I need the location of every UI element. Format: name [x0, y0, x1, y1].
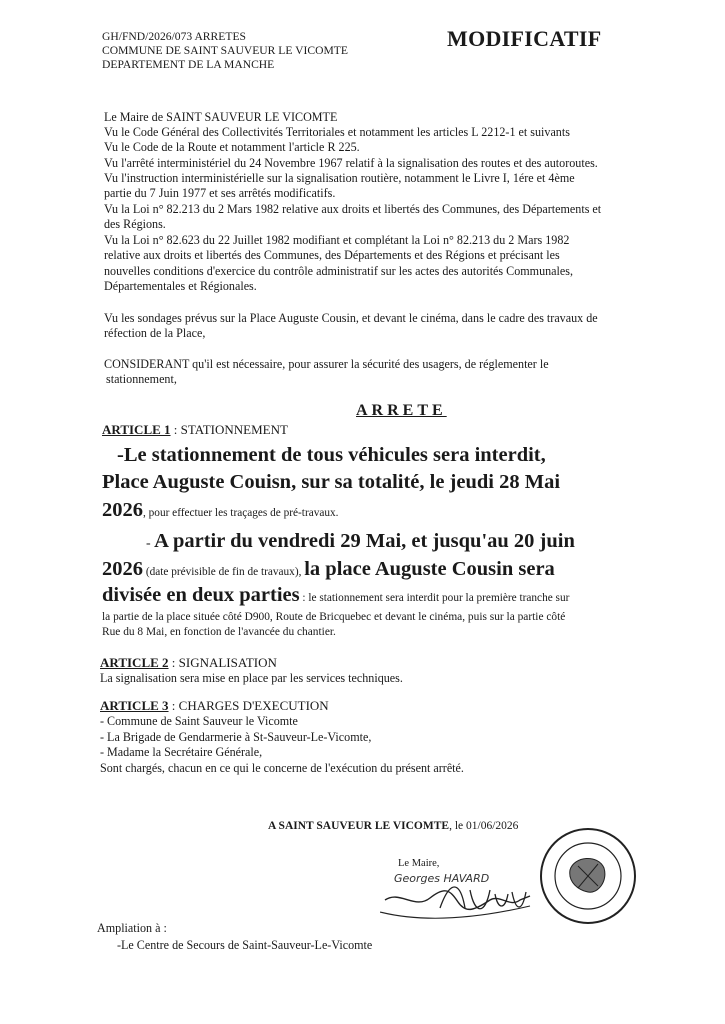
- article-3-line: - La Brigade de Gendarmerie à St-Sauveur-Le-Vicomte,: [100, 730, 372, 744]
- article-1-big-line: [102, 469, 560, 495]
- preamble-line: Vu l'instruction interministérielle sur la signalisation routière, notamment le Livre I, 1ére et 4ème: [104, 171, 575, 185]
- article-3-line: - Commune de Saint Sauveur le Vicomte: [100, 714, 298, 728]
- article-1-line-7: la partie de la place située côté D900, Route de Bricquebec et devant le cinéma, puis sur la partie côté: [102, 611, 566, 623]
- preamble-line: Départementales et Régionales.: [104, 279, 257, 293]
- preamble-line: des Régions.: [104, 217, 166, 231]
- place-text: Place Auguste Couisn, sur sa totalité: [102, 471, 420, 493]
- departement-name: DEPARTEMENT DE LA MANCHE: [102, 58, 275, 71]
- ampliation-title: Ampliation à :: [97, 921, 167, 935]
- preamble-line: Le Maire de SAINT SAUVEUR LE VICOMTE: [104, 110, 338, 124]
- dash-marker: -: [146, 536, 155, 551]
- article-1-line-6: [102, 582, 569, 608]
- article-3-line: Sont chargés, chacun en ce qui le concerne de l'exécution du présent arrêté.: [100, 761, 464, 775]
- preamble-line: partie du 7 Juin 1977 et ses arrêtés modificatifs.: [104, 186, 336, 200]
- preamble-line: relative aux droits et libertés des Communes, des Départements et des Régions et précisant les: [104, 248, 560, 262]
- mayor-role: Le Maire,: [398, 858, 440, 869]
- article-2-text: La signalisation sera mise en place par les services techniques.: [100, 671, 403, 685]
- article-1-heading: [102, 422, 288, 437]
- mairie-stamp: [538, 826, 638, 926]
- sondages-line: Vu les sondages prévus sur la Place Auguste Cousin, et devant le cinéma, dans le cadre des travaux de: [104, 311, 598, 325]
- article-3-line: - Madame la Secrétaire Générale,: [100, 745, 263, 759]
- end-date-note: (date prévisible de fin de travaux),: [143, 566, 305, 578]
- preamble-line: Vu l'arrêté interministériel du 24 Novembre 1967 relatif à la signalisation des routes et des autoroutes.: [104, 156, 598, 170]
- article-3-title: ARTICLE 3: [100, 698, 169, 713]
- preamble-line: nouvelles conditions d'exercice du contrôle administratif sur les actes des autorités Communales,: [104, 264, 574, 278]
- place-split-text: la place Auguste Cousin sera: [304, 558, 555, 580]
- modificatif-title: MODIFICATIF: [447, 26, 602, 51]
- article-1-big-line: -Le stationnement de tous véhicules sera interdit,: [117, 444, 546, 466]
- signing-date: , le 01/06/2026: [449, 820, 519, 832]
- article-1-line-8: Rue du 8 Mai, en fonction de l'avancée du chantier.: [102, 626, 336, 638]
- reference-number: GH/FND/2026/073 ARRETES: [102, 30, 246, 43]
- date-text: , le jeudi 28 Mai: [419, 471, 561, 493]
- preamble-line: Vu la Loi n° 82.213 du 2 Mars 1982 relative aux droits et libertés des Communes, des Départements et: [104, 202, 602, 216]
- commune-name: COMMUNE DE SAINT SAUVEUR LE VICOMTE: [102, 44, 348, 57]
- mayor-name-stamp: Georges HAVARD: [394, 872, 490, 885]
- article-2-title: ARTICLE 2: [100, 655, 169, 670]
- article-3-subtitle: : CHARGES D'EXECUTION: [168, 698, 329, 713]
- arrete-heading: ARRETE: [356, 402, 447, 419]
- handwritten-signature: [380, 860, 540, 930]
- sondages-line: réfection de la Place,: [104, 326, 206, 340]
- place-and-date: [268, 820, 518, 832]
- preamble-line: Vu la Loi n° 82.623 du 22 Juillet 1982 modifiant et complétant la Loi n° 82.213 du 2 Mars 1982: [104, 233, 570, 247]
- considerant-line: CONSIDERANT qu'il est nécessaire, pour assurer la sécurité des usagers, de réglementer le: [104, 357, 549, 371]
- signing-place: A SAINT SAUVEUR LE VICOMTE: [268, 820, 450, 832]
- preamble-line: Vu le Code de la Route et notamment l'article R 225.: [104, 140, 360, 154]
- article-2-subtitle: : SIGNALISATION: [168, 655, 277, 670]
- year-text: 2026: [102, 558, 143, 580]
- article-1-title: ARTICLE 1: [102, 422, 171, 437]
- considerant-line: stationnement,: [106, 372, 177, 386]
- first-tranche-note: : le stationnement sera interdit pour la première tranche sur: [299, 592, 570, 604]
- article-1-line-4: [146, 528, 575, 554]
- article-1-subtitle: : STATIONNEMENT: [170, 422, 288, 437]
- article-2-heading: [100, 655, 277, 670]
- preamble-line: Vu le Code Général des Collectivités Territoriales et notamment les articles L 2212-1 et suivants: [104, 125, 570, 139]
- article-3-heading: [100, 698, 329, 713]
- two-parts-text: divisée en deux parties: [102, 584, 300, 606]
- period-text: A partir du vendredi 29 Mai, et jusqu'au 20 juin: [154, 530, 575, 552]
- ampliation-recipient: -Le Centre de Secours de Saint-Sauveur-Le-Vicomte: [117, 938, 373, 952]
- article-1-line-3: [102, 497, 339, 523]
- year-text: 2026: [102, 499, 143, 521]
- traçages-note: , pour effectuer les traçages de pré-travaux.: [143, 507, 339, 519]
- article-1-line-5: [102, 556, 555, 582]
